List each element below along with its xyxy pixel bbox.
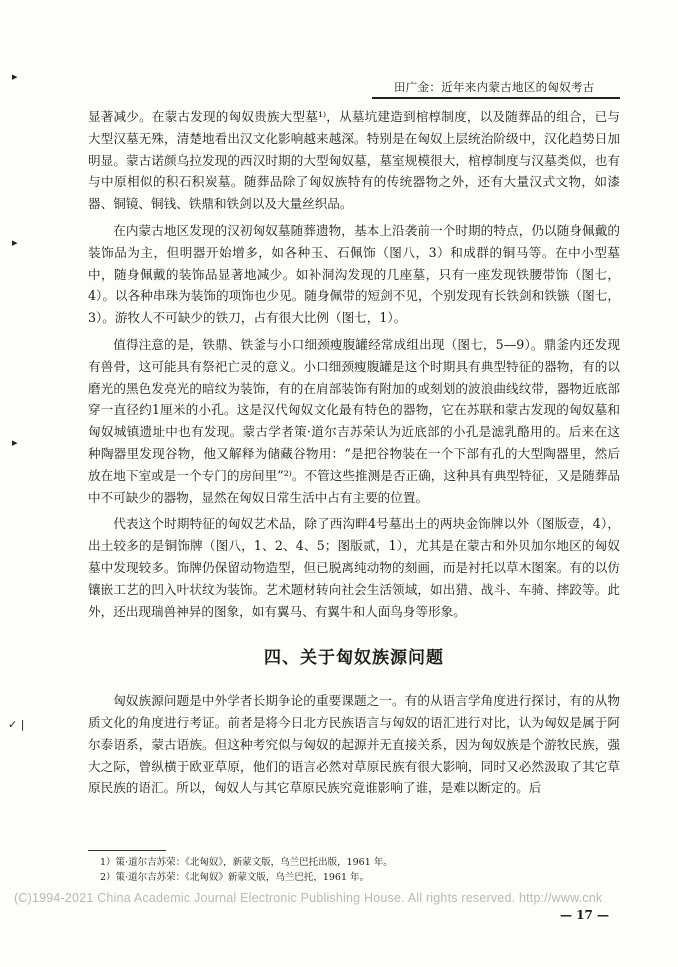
paragraph: 代表这个时期特征的匈奴艺术品，除了西沟畔4号墓出土的两块金饰牌以外（图版壹，4），出土较多的是铜饰牌（图八，1、2、4、5；图版贰，1），尤其是在蒙古和外贝加尔地区的匈奴墓中发现较多。饰牌仍保留动物造型，但已脱离纯动物的刻画，而是衬托以草木图案。有的以仿镶嵌工艺的凹入叶状纹为装饰。艺术题材转向社会生活领域，如出猎、战斗、车骑、摔跤等。此外，还出现瑞兽神异的图象，如有翼马、有翼牛和人面鸟身等形象。 xyxy=(88,516,620,619)
running-header: 田广金：近年来内蒙古地区的匈奴考古 xyxy=(394,80,595,94)
header-rule xyxy=(372,97,620,99)
footnotes xyxy=(100,855,600,885)
footnote: 2）策·道尔吉苏荣：《北匈奴》新蒙文版，乌兰巴托，1961 年。 xyxy=(100,872,370,883)
article-body xyxy=(88,106,620,804)
copyright-watermark: (C)1994-2021 China Academic Journal Electronic Publishing House. All rights reserved. http://www.cnk xyxy=(14,891,603,905)
page-number: — 17 — xyxy=(560,908,610,922)
scan-mark: ▸ xyxy=(12,70,18,83)
scan-mark: ✓ | xyxy=(8,718,25,731)
footnote: 1）策·道尔吉苏荣：《北匈奴》，新蒙文版，乌兰巴托出版，1961 年。 xyxy=(100,857,393,868)
paragraph: 在内蒙古地区发现的汉初匈奴墓随葬遗物，基本上沿袭前一个时期的特点，仍以随身佩戴的装饰品为主，但明器开始增多，如各种玉、石佩饰（图八，3）和成群的铜马等。在中小型墓中，随身佩戴的装饰品显著地减少。如补洞沟发现的几座墓，只有一座发现铁腰带饰（图七，4）。以各种串珠为装饰的项饰也少见。随身佩带的短剑不见，个别发现有长铁剑和铁镞（图七，3）。游牧人不可缺少的铁刀，占有很大比例（图七，1）。 xyxy=(88,222,620,326)
paragraph: 显著减少。在蒙古发现的匈奴贵族大型墓¹⁾，从墓坑建造到棺椁制度，以及随葬品的组合，已与大型汉墓无殊，清楚地看出汉文化影响越来越深。特别是在匈奴上层统治阶级中，汉化趋势日加明显。蒙古诺颜乌拉发现的西汉时期的大型匈奴墓，墓室规模很大，棺椁制度与汉墓类似，也有与中原相似的积石积炭墓。随葬品除了匈奴族特有的传统器物之外，还有大量汉式文物，如漆器、铜镜、铜钱、铁鼎和铁剑以及大量丝织品。 xyxy=(88,109,620,212)
scan-mark: ▸ xyxy=(12,236,18,249)
paragraph: 匈奴族源问题是中外学者长期争论的重要课题之一。有的从语言学角度进行探讨，有的从物质文化的角度进行考证。前者是将今日北方民族语言与匈奴的语汇进行对比，认为匈奴是属于阿尔泰语系，蒙古语族。但这种考究似与匈奴的起源并无直接关系，因为匈奴族是个游牧民族，强大之际，曾纵横于欧亚草原，他们的语言必然对草原民族有很大影响，同时又必然汲取了其它草原民族的语汇。所以，匈奴人与其它草原民族究竟谁影响了谁，是难以断定的。后 xyxy=(88,693,620,796)
footnote-rule xyxy=(88,850,166,851)
scan-mark: ▸ xyxy=(12,436,18,449)
section-title: 四、关于匈奴族源问题 xyxy=(264,648,444,669)
paragraph: 值得注意的是，铁鼎、铁釜与小口细颈瘦腹罐经常成组出现（图七，5—9）。鼎釜内还发现有兽骨，这可能具有祭祀亡灵的意义。小口细颈瘦腹罐是这个时期具有典型特征的器物，有的以磨光的黑色发亮光的暗纹为装饰，有的在肩部装饰有附加的或刻划的波浪曲线纹带，器物近底部穿一直径约1厘米的小孔。这是汉代匈奴文化最有特色的器物，它在苏联和蒙古发现的匈奴墓和匈奴城镇遗址中也有发现。蒙古学者策·道尔吉苏荣认为近底部的小孔是滤乳酪用的。后来在这种陶器里发现谷物，他又解释为储藏谷物用：“是把谷物装在一个下部有孔的大型陶器里，然后放在地下室或是一个专门的房间里”²⁾。不管这些推测是否正确，这种具有典型特征，又是随葬品中不可缺少的器物，显然在匈奴日常生活中占有主要的位置。 xyxy=(88,336,620,505)
